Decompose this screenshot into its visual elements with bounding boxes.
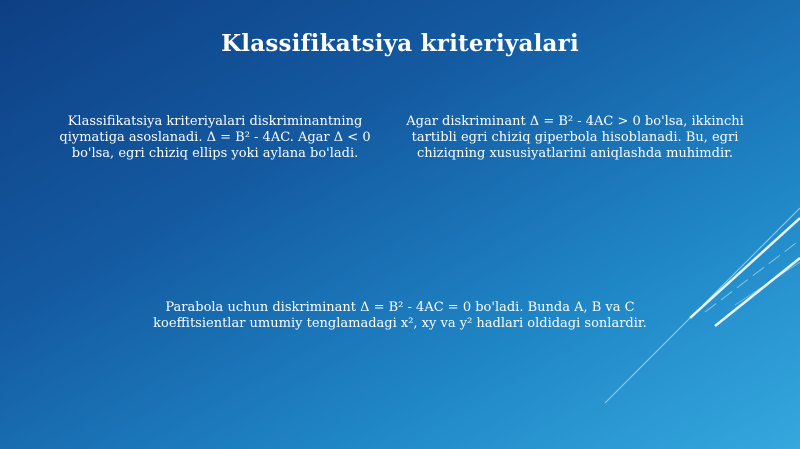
deco-line-lower: [715, 258, 800, 326]
deco-line-dashed: [705, 240, 800, 312]
paragraph-ellipse-criteria: Klassifikatsiya kriteriyalari diskriminantning qiymatiga asoslanadi. Δ = B² - 4AC. Agar Δ < 0 bo'lsa, egri chiziq ellips yoki aylana bo'ladi.: [59, 114, 371, 161]
slide-title: Klassifikatsiya kriteriyalari: [221, 30, 579, 57]
paragraph-hyperbola-criteria: Agar diskriminant Δ = B² - 4AC > 0 bo'lsa, ikkinchi tartibli egri chiziq giperbola hisoblanadi. Bu, egri chiziqning xususiyatlarini aniqlashda muhimdir.: [406, 114, 744, 161]
paragraph-parabola-criteria: Parabola uchun diskriminant Δ = B² - 4AC = 0 bo'ladi. Bunda A, B va C koeffitsientlar umumiy tenglamadagi x², xy va y² hadlari oldidagi sonlardir.: [153, 300, 647, 331]
